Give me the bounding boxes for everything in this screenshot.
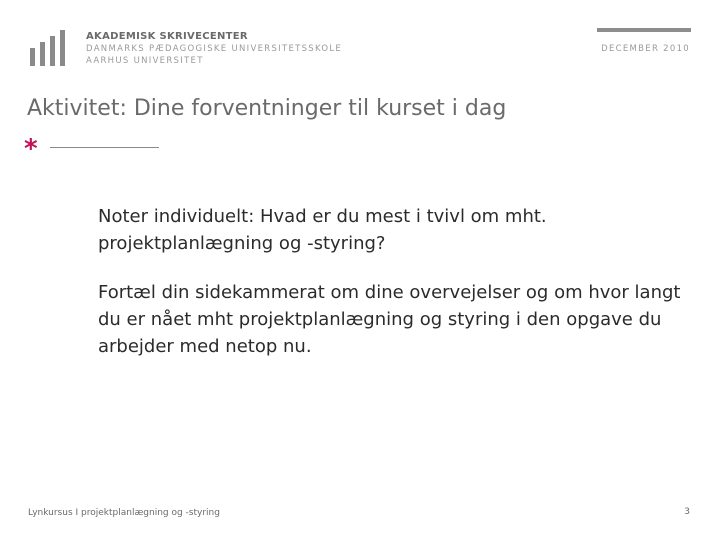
- title-underline: [50, 147, 159, 148]
- header-divider: [597, 28, 691, 32]
- slide-body: [98, 203, 688, 382]
- paragraph-2: Fortæl din sidekammerat om dine overvejelser og om hvor langt du er nået mht projektplanlægning og styring i den opgave du arbejder med netop nu.: [98, 282, 681, 357]
- org-line-2: DANMARKS PÆDAGOGISKE UNIVERSITETSSKOLE: [86, 44, 343, 54]
- org-line-3: AARHUS UNIVERSITET: [86, 55, 204, 66]
- slide-title: Aktivitet: Dine forventninger til kurset i dag: [27, 96, 507, 121]
- org-name: AKADEMISK SKRIVECENTER: [86, 31, 248, 42]
- footer-text: Lynkursus I projektplanlægning og -styring: [28, 508, 220, 518]
- aarhus-university-logo-icon: [28, 28, 68, 68]
- date-label: DECEMBER 2010: [601, 44, 690, 54]
- page-number: 3: [684, 507, 690, 517]
- asterisk-icon: *: [24, 134, 38, 164]
- organization-block: [86, 32, 342, 65]
- paragraph-1: Noter individuelt: Hvad er du mest i tvivl om mht. projektplanlægning og -styring?: [98, 206, 547, 254]
